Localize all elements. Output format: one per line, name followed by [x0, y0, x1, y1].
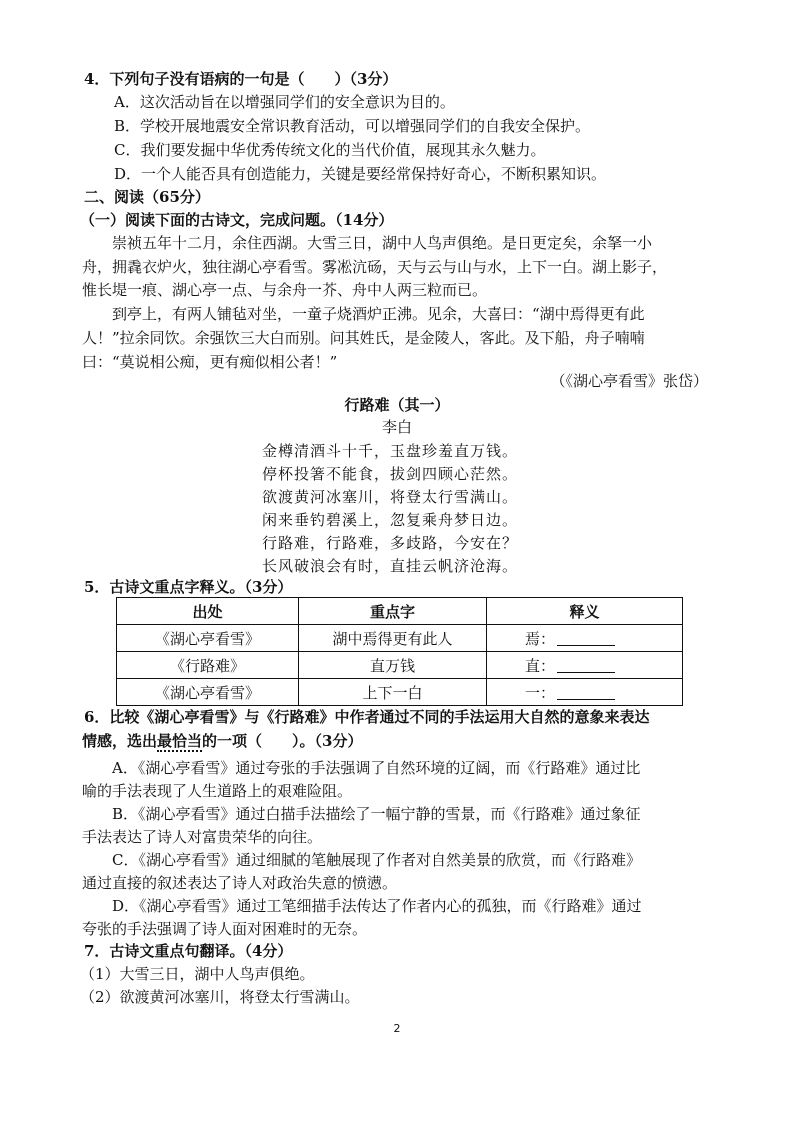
- row-source: 《行路难》: [117, 652, 299, 679]
- q6-stem-line2: [82, 730, 362, 752]
- prose-line: 曰：“莫说相公痴，更有痴似相公者！”: [82, 353, 338, 371]
- answer-blank[interactable]: [557, 658, 615, 673]
- poem-author: 李白: [381, 418, 412, 436]
- q4-option-c: C．我们要发掘中华优秀传统文化的当代价值，展现其永久魅力。: [114, 141, 546, 159]
- table-row: [117, 625, 683, 652]
- q6-stem-line1: 6．比较《湖心亭看雪》与《行路难》中作者通过不同的手法运用大自然的意象来表达: [84, 708, 650, 726]
- table-row: [117, 652, 683, 679]
- q6-stem-part: 的一项（ ）。（3分）: [202, 732, 363, 750]
- answer-blank[interactable]: [557, 631, 615, 646]
- prose-source: （《湖心亭看雪》张岱）: [550, 372, 708, 390]
- prose-line: 惟长堤一痕、湖心亭一点、与余舟一芥、舟中人两三粒而已。: [82, 281, 488, 299]
- table-header-row: [117, 598, 683, 625]
- q6-option-a-cont: 喻的手法表现了人生道路上的艰难险阻。: [82, 782, 353, 800]
- row-sentence: 湖中焉得更有此人: [299, 625, 487, 652]
- poem-line: 停杯投箸不能食，拔剑四顾心茫然。: [262, 465, 519, 483]
- section-heading: 二、阅读（65分）: [84, 188, 210, 206]
- prose-line: 到亭上，有两人铺毡对坐，一童子烧酒炉正沸。见余，大喜曰：“湖中焉得更有此: [112, 305, 645, 323]
- part1-heading: （一）阅读下面的古诗文，完成问题。（14分）: [80, 211, 394, 229]
- poem-title: 行路难（其一）: [344, 396, 450, 414]
- header-keyword: 重点字: [299, 598, 487, 625]
- q6-option-d-cont: 夸张的手法强调了诗人面对困难时的无奈。: [82, 920, 368, 938]
- row-sentence: 直万钱: [299, 652, 487, 679]
- answer-label: 一：: [525, 683, 556, 702]
- prose-line: 人！”拉余同饮。余强饮三大白而别。问其姓氏，是金陵人，客此。及下船，舟子喃喃: [82, 329, 645, 347]
- q4-option-b: B．学校开展地震安全常识教育活动，可以增强同学们的自我安全保护。: [114, 117, 591, 135]
- answer-label: 直：: [525, 656, 556, 675]
- poem-line: 长风破浪会有时，直挂云帆济沧海。: [262, 557, 519, 575]
- q6-option-c-cont: 通过直接的叙述表达了诗人对政治失意的愤懑。: [82, 874, 398, 892]
- row-answer: [487, 679, 683, 706]
- q7-stem: 7．古诗文重点句翻译。（4分）: [84, 942, 293, 960]
- row-answer: [487, 652, 683, 679]
- row-source: 《湖心亭看雪》: [117, 625, 299, 652]
- prose-line: 舟，拥毳衣炉火，独往湖心亭看雪。雾凇沆砀，天与云与山与水，上下一白。湖上影子，: [82, 258, 668, 276]
- poem-line: 闲来垂钓碧溪上，忽复乘舟梦日边。: [262, 511, 519, 529]
- answer-blank[interactable]: [557, 685, 615, 700]
- q6-option-b: B．《湖心亭看雪》通过白描手法描绘了一幅宁静的雪景，而《行路难》通过象征: [112, 805, 641, 823]
- table-row: [117, 679, 683, 706]
- poem-line: 行路难，行路难，多歧路，今安在？: [262, 534, 519, 552]
- q5-stem: 5．古诗文重点字释义。（3分）: [84, 578, 293, 596]
- answer-label: 焉：: [525, 629, 556, 648]
- row-source: 《湖心亭看雪》: [117, 679, 299, 706]
- glossary-table: [116, 597, 683, 706]
- q7-item-2: （2）欲渡黄河冰塞川，将登太行雪满山。: [80, 988, 360, 1006]
- header-source: 出处: [117, 598, 299, 625]
- q4-option-d: D．一个人能否具有创造能力，关键是要经常保持好奇心，不断积累知识。: [114, 165, 607, 183]
- q6-stem-part: 情感，选出: [82, 732, 158, 750]
- prose-line: 崇祯五年十二月，余住西湖。大雪三日，湖中人鸟声俱绝。是日更定矣，余拏一小: [112, 234, 653, 252]
- row-sentence: 上下一白: [299, 679, 487, 706]
- header-meaning: 释义: [487, 598, 683, 625]
- q6-option-a: A．《湖心亭看雪》通过夸张的手法强调了自然环境的辽阔，而《行路难》通过比: [112, 759, 641, 777]
- q6-emphasis: 最恰当: [157, 732, 203, 750]
- q6-option-b-cont: 手法表达了诗人对富贵荣华的向往。: [82, 828, 323, 846]
- poem-line: 欲渡黄河冰塞川，将登太行雪满山。: [262, 488, 519, 506]
- q7-item-1: （1）大雪三日，湖中人鸟声俱绝。: [80, 965, 315, 983]
- page-number: 2: [393, 1022, 401, 1035]
- q6-option-d: D．《湖心亭看雪》通过工笔细描手法传达了作者内心的孤独，而《行路难》通过: [112, 897, 642, 915]
- q4-option-a: A．这次活动旨在以增强同学们的安全意识为目的。: [114, 93, 455, 111]
- poem-line: 金樽清酒斗十千，玉盘珍羞直万钱。: [262, 442, 519, 460]
- q6-option-c: C．《湖心亭看雪》通过细腻的笔触展现了作者对自然美景的欣赏，而《行路难》: [112, 851, 641, 869]
- row-answer: [487, 625, 683, 652]
- q4-stem: 4．下列句子没有语病的一句是（ ）（3分）: [84, 70, 398, 88]
